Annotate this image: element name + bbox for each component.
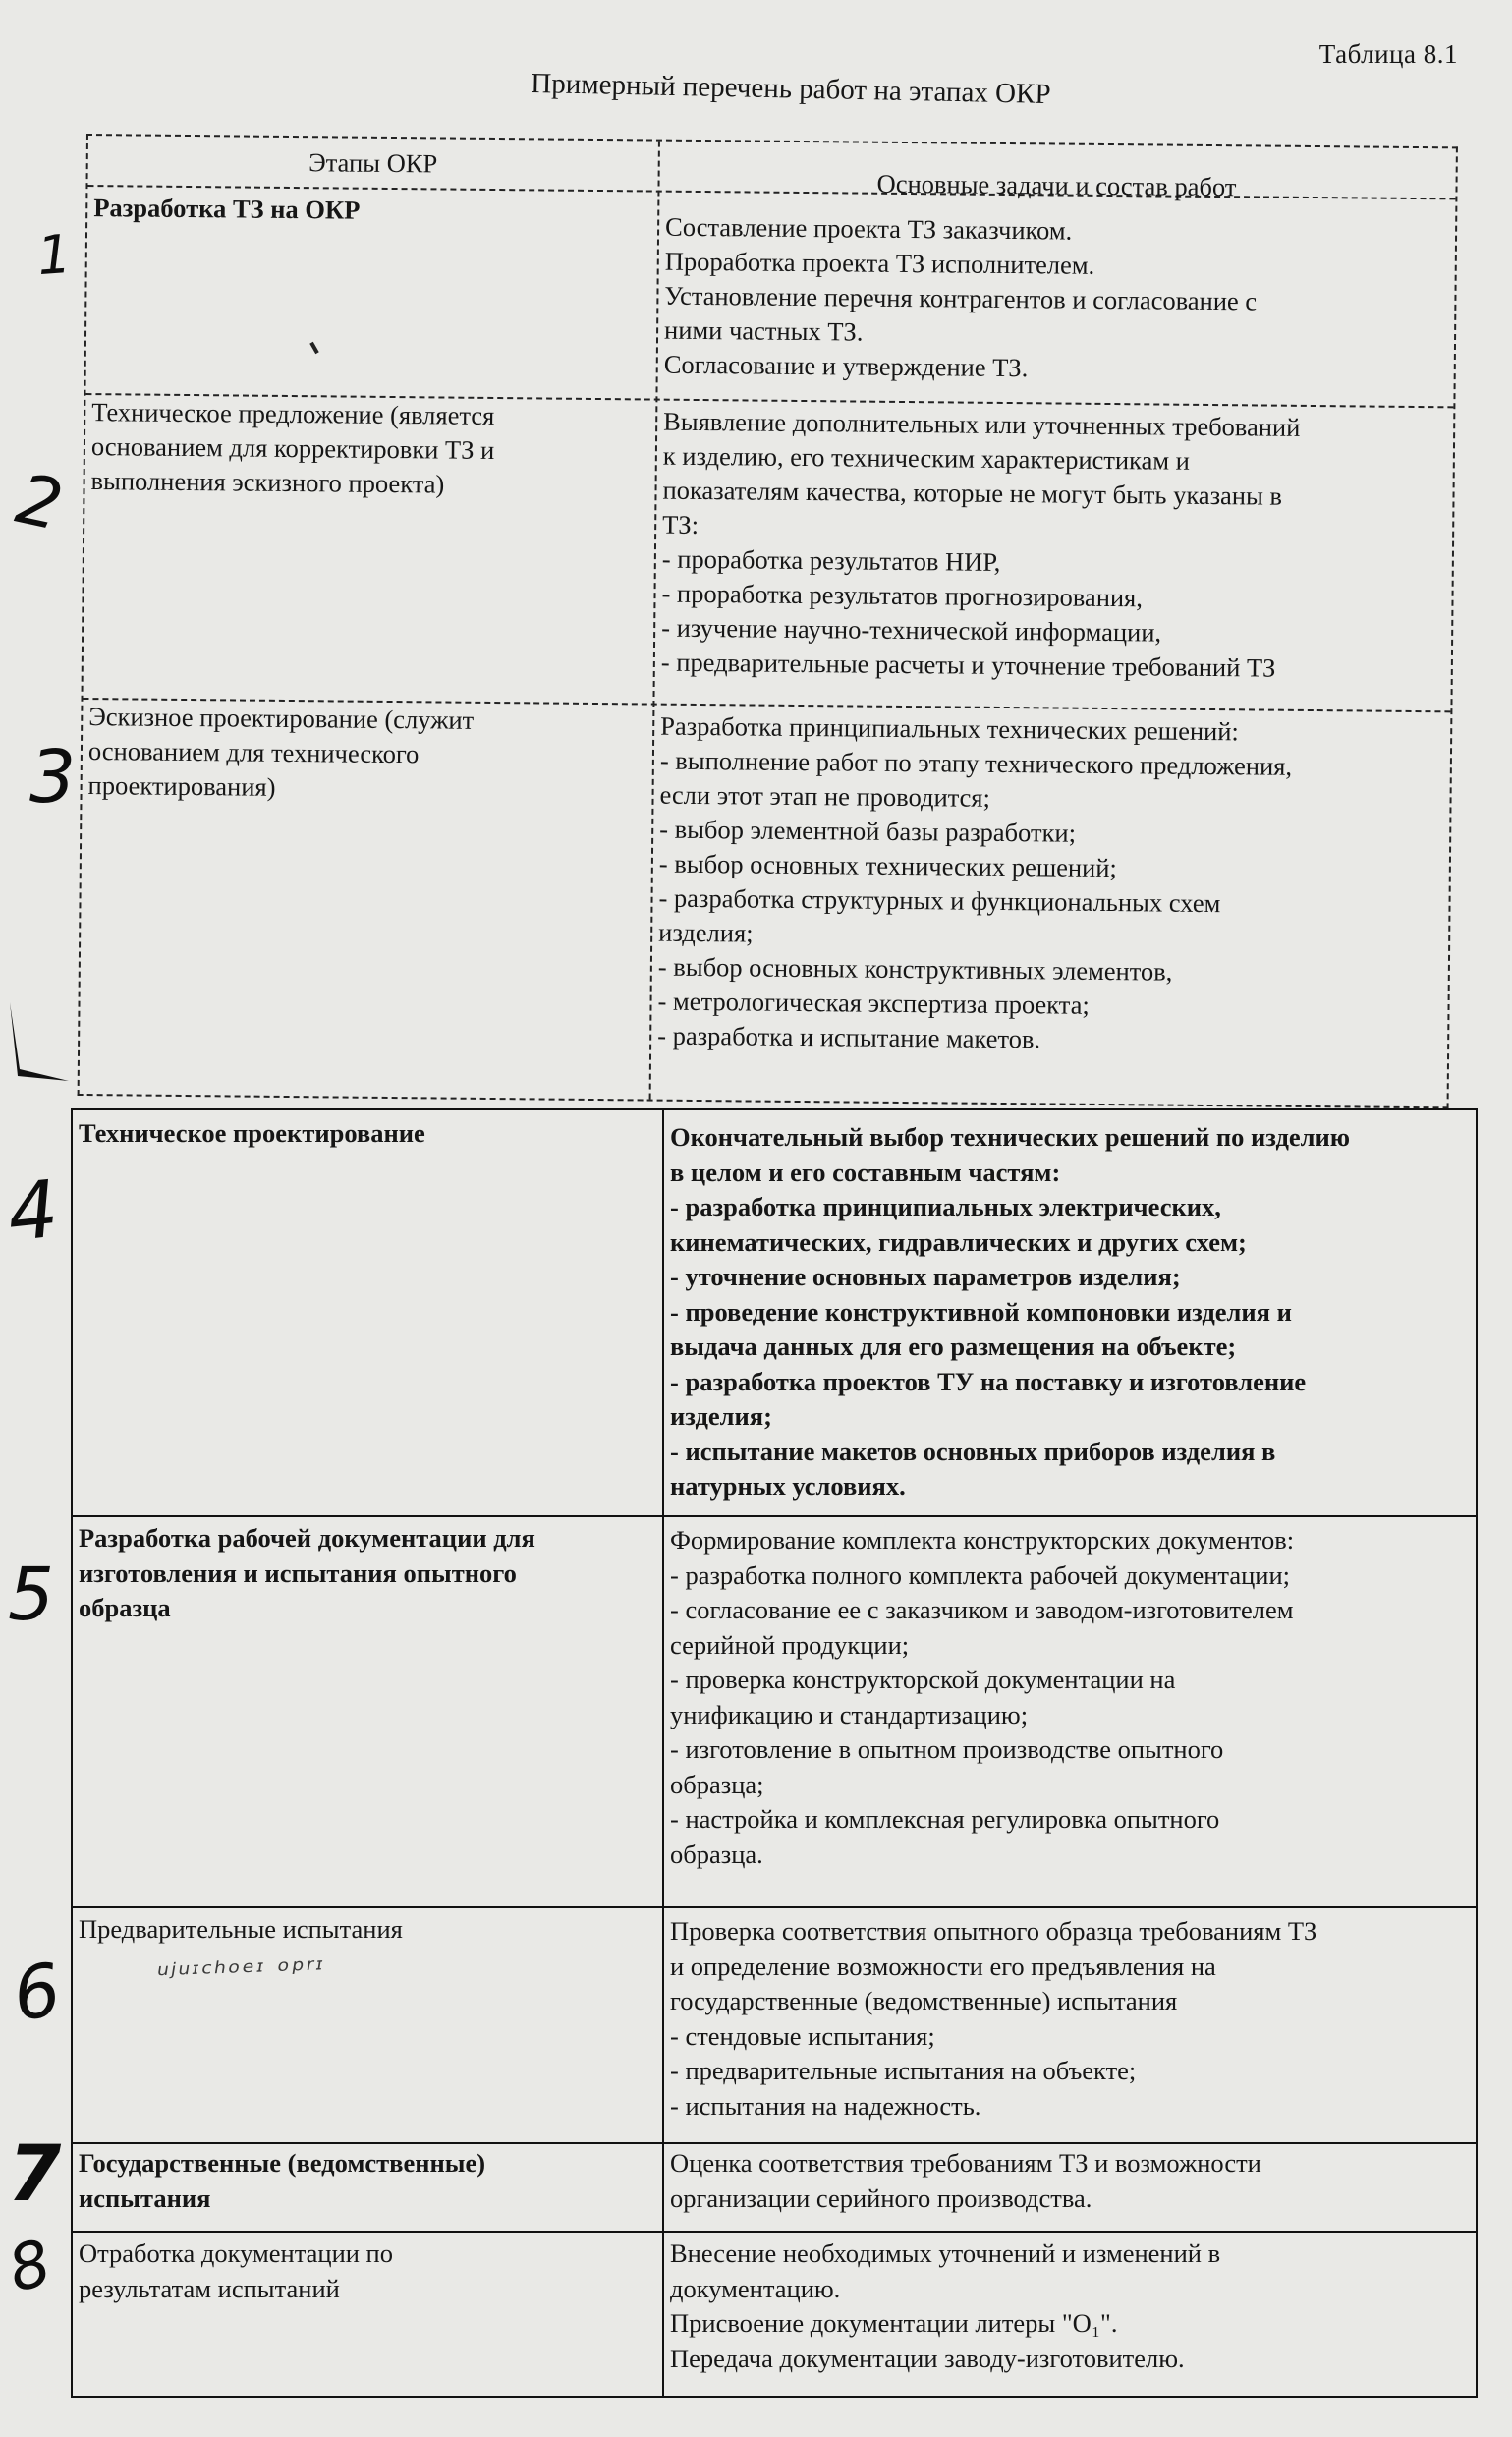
- task-line: - предварительные испытания на объекте;: [670, 2056, 1137, 2085]
- task-line: ТЗ:: [662, 509, 700, 539]
- header-tasks: Основные задачи и состав работ: [876, 168, 1237, 202]
- task-line: Передача документации заводу-изготовителю.: [670, 2343, 1185, 2373]
- task-line: Внесение необходимых уточнений и изменений в: [670, 2239, 1221, 2268]
- task-line: Проверка соответствия опытного образца требованиям ТЗ: [670, 1916, 1317, 1946]
- handwritten-number-8: 8: [1, 2227, 59, 2307]
- task-line: серийной продукции;: [670, 1629, 910, 1660]
- task-line: - разработка структурных и функциональных схем: [658, 882, 1221, 919]
- task-line: образца;: [670, 1769, 764, 1799]
- stage-7: [79, 2146, 658, 2216]
- handwritten-number-6: 6: [8, 1948, 66, 2038]
- handwritten-scribble: ᵘʲᵘᶦᶜʰᵒᵉᶦ ᵒᵖʳᶦ: [156, 1953, 327, 1993]
- task-line: - выбор элементной базы разработки;: [659, 814, 1077, 848]
- header-stages: Этапы ОКР: [308, 147, 438, 179]
- handwritten-number-3: 3: [29, 735, 77, 820]
- task-line: Составление проекта ТЗ заказчиком.: [664, 211, 1073, 246]
- row-divider: [73, 2231, 1476, 2233]
- tasks-6: [670, 1914, 1472, 2124]
- task-line: - разработка полного комплекта рабочей документации;: [670, 1559, 1290, 1590]
- tasks-8: [670, 2237, 1472, 2376]
- stage-2: [90, 395, 651, 503]
- handwritten-number-5: 5: [8, 1553, 55, 1637]
- tasks-3: [657, 709, 1446, 1061]
- task-line: - испытания на надежность.: [670, 2090, 981, 2121]
- task-line: Присвоение документации литеры "О₁".: [670, 2308, 1118, 2338]
- task-line: Проработка проекта ТЗ исполнителем.: [664, 246, 1095, 280]
- task-line: если этот этап не проводится;: [659, 779, 991, 813]
- table-part-2: [71, 1108, 1478, 2398]
- task-line: Формирование комплекта конструкторских документов:: [670, 1525, 1295, 1555]
- tasks-5: [670, 1523, 1472, 1872]
- task-line: документацию.: [670, 2273, 841, 2303]
- stage-line: выполнения эскизного проекта): [90, 466, 445, 499]
- task-line: - метрологическая экспертиза проекта;: [657, 986, 1090, 1020]
- task-line: - выполнение работ по этапу технического предложения,: [659, 745, 1293, 781]
- stage-line: Техническое проектирование: [79, 1118, 425, 1148]
- table-title: Примерный перечень работ на этапах ОКР: [531, 67, 1051, 111]
- task-line: - настройка и комплексная регулировка опытного: [670, 1804, 1220, 1834]
- row-divider: [73, 1906, 1476, 1908]
- task-line: - проработка результатов прогнозирования,: [661, 578, 1144, 613]
- task-line: Оценка соответствия требованиям ТЗ и возможности: [670, 2148, 1261, 2178]
- task-line: унификацию и стандартизацию;: [670, 1699, 1029, 1729]
- handwritten-number-2: 2: [9, 458, 70, 546]
- stage-line: Государственные (ведомственные): [79, 2148, 486, 2178]
- stage-line: Разработка рабочей документации для: [79, 1523, 535, 1553]
- tasks-2: [661, 405, 1450, 688]
- stage-line: основанием для технического: [87, 736, 420, 769]
- task-line: Окончательный выбор технических решений по изделию: [670, 1122, 1351, 1152]
- row-divider: [73, 1515, 1476, 1517]
- task-line: организации серийного производства.: [670, 2182, 1092, 2213]
- stage-line: Предварительные испытания: [79, 1914, 403, 1944]
- task-line: - разработка и испытание макетов.: [657, 1020, 1041, 1054]
- handwritten-number-1: 1: [34, 222, 74, 288]
- stage-line: результатам испытаний: [79, 2273, 340, 2303]
- task-line: Согласование и утверждение ТЗ.: [663, 349, 1029, 383]
- task-line: - выбор основных конструктивных элементов,: [657, 951, 1173, 987]
- task-line: и определение возможности его предъявления на: [670, 1951, 1216, 1981]
- task-line: - разработка проектов ТУ на поставку и изготовление: [670, 1366, 1307, 1396]
- stage-line: Отработка документации по: [79, 2239, 393, 2268]
- stage-line: Разработка ТЗ на ОКР: [93, 193, 361, 225]
- stage-5: [79, 1521, 658, 1626]
- stage-line: Эскизное проектирование (служит: [88, 702, 475, 735]
- task-line: образца.: [670, 1839, 763, 1869]
- stage-4: [79, 1116, 658, 1152]
- stage-line: основанием для корректировки ТЗ и: [90, 431, 495, 466]
- table-number: Таблица 8.1: [1318, 39, 1458, 69]
- task-line: - выбор основных технических решений;: [658, 848, 1118, 883]
- task-line: - уточнение основных параметров изделия;: [670, 1262, 1181, 1291]
- task-line: государственные (ведомственные) испытания: [670, 1986, 1178, 2015]
- task-line: - испытание макетов основных приборов изделия в: [670, 1436, 1276, 1466]
- task-line: кинематических, гидравлических и других схем;: [670, 1226, 1247, 1257]
- task-line: - разработка принципиальных электрических,: [670, 1192, 1221, 1221]
- stage-line: Техническое предложение (является: [91, 397, 495, 430]
- row-divider: [73, 2142, 1476, 2144]
- stage-1: [93, 191, 653, 230]
- task-line: - проработка результатов НИР,: [661, 543, 1001, 577]
- task-line: к изделию, его техническим характеристикам и: [662, 440, 1191, 476]
- tasks-1: [664, 210, 1452, 390]
- task-line: показателям качества, которые не могут быть указаны в: [662, 475, 1283, 511]
- stage-3: [87, 700, 648, 808]
- task-line: Установление перечня контрагентов и согласование с: [664, 280, 1258, 316]
- task-line: выдача данных для его размещения на объекте;: [670, 1332, 1237, 1361]
- task-line: - согласование ее с заказчиком и заводом-изготовителем: [670, 1595, 1294, 1624]
- tasks-4: [670, 1120, 1472, 1504]
- task-line: - проверка конструкторской документации на: [670, 1665, 1176, 1694]
- stage-line: проектирования): [87, 770, 276, 802]
- task-line: ними частных ТЗ.: [663, 314, 864, 347]
- task-line: - предварительные расчеты и уточнение требований ТЗ: [660, 647, 1276, 683]
- task-line: натурных условиях.: [670, 1471, 906, 1501]
- tasks-7: [670, 2146, 1472, 2216]
- task-line: - проведение конструктивной компоновки изделия и: [670, 1296, 1292, 1327]
- scan-artifact-icon: [0, 983, 79, 1091]
- handwritten-number-4: 4: [3, 1162, 63, 1260]
- task-line: в целом и его составным частям:: [670, 1157, 1061, 1187]
- stage-line: образца: [79, 1593, 171, 1622]
- column-divider: [662, 1110, 664, 2396]
- stage-line: испытания: [79, 2182, 211, 2213]
- task-line: - стендовые испытания;: [670, 2020, 935, 2051]
- table-part-1: [78, 134, 1458, 1108]
- stage-8: [79, 2237, 658, 2306]
- stage-6: [79, 1912, 658, 1948]
- task-line: Разработка принципиальных технических решений:: [660, 710, 1239, 747]
- task-line: - изготовление в опытном производстве опытного: [670, 1734, 1224, 1764]
- task-line: изделия;: [670, 1401, 772, 1431]
- handwritten-number-7: 7: [8, 2130, 62, 2219]
- stage-line: изготовления и испытания опытного: [79, 1558, 517, 1588]
- task-line: - изучение научно-технической информации,: [661, 612, 1162, 648]
- task-line: Выявление дополнительных или уточненных требований: [663, 406, 1301, 442]
- task-line: изделия;: [658, 917, 754, 948]
